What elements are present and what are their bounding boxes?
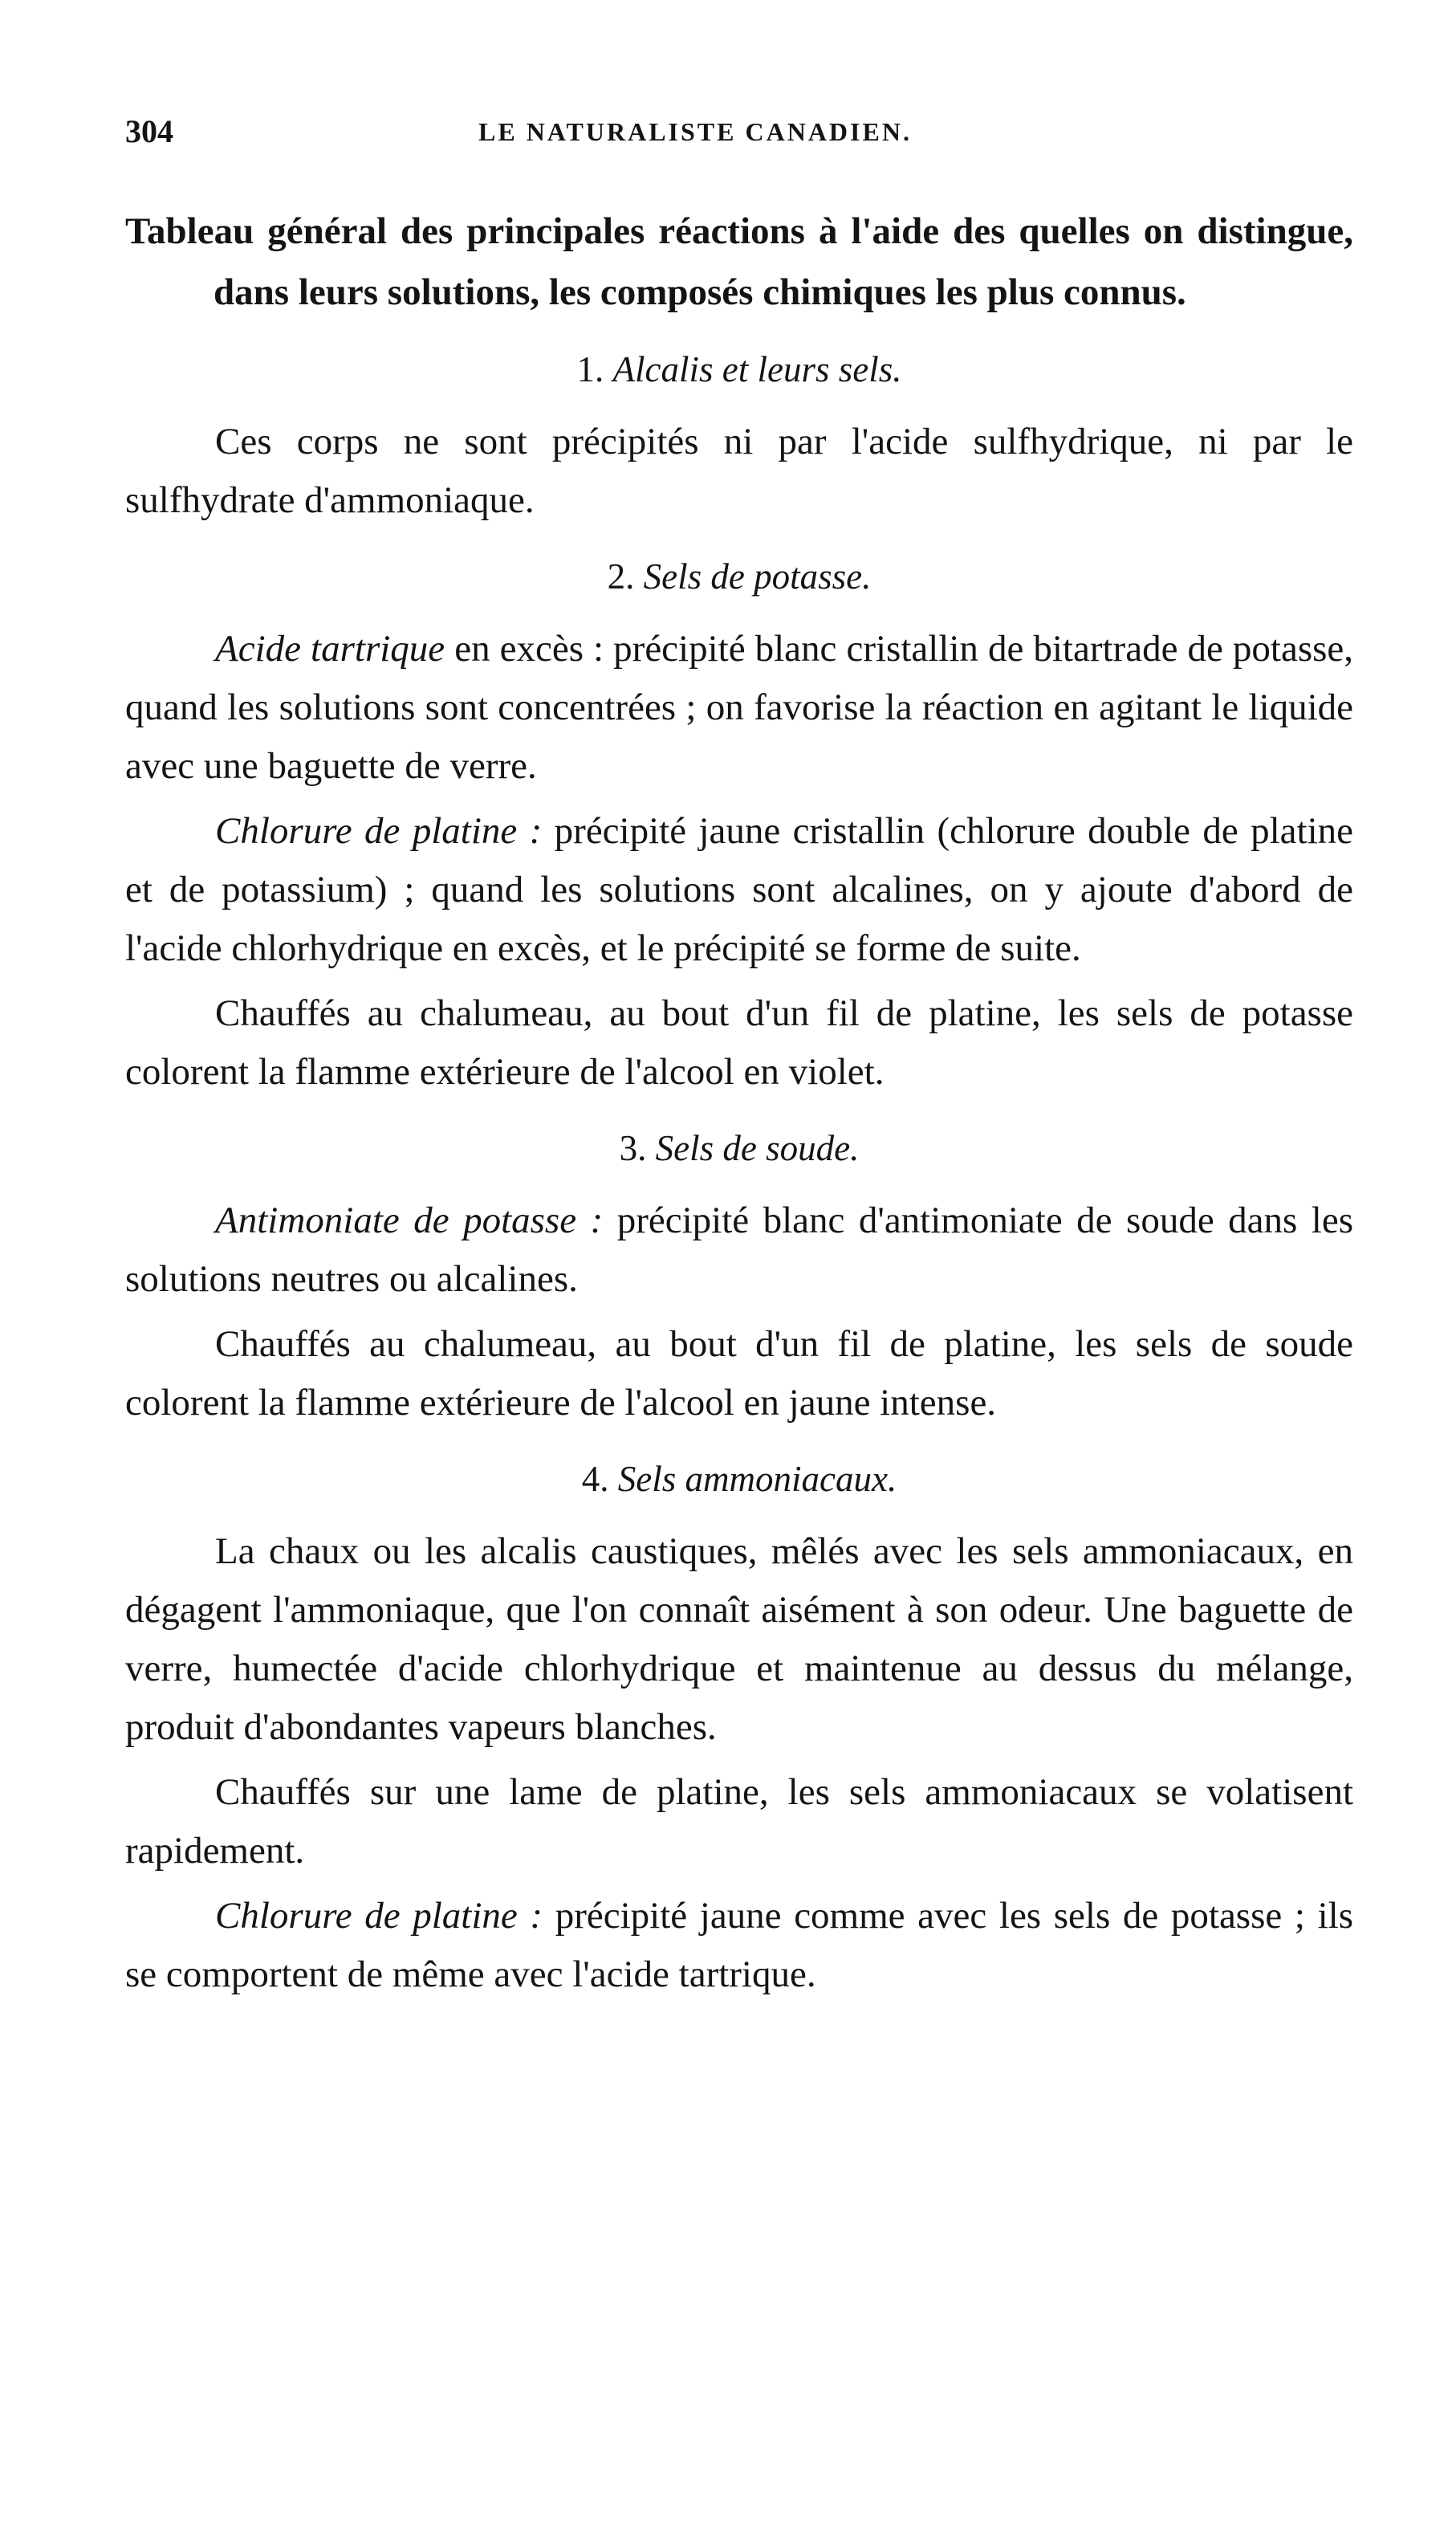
section-number: 2. [607, 556, 635, 597]
paragraph-lead: Chlorure de platine : [215, 1895, 543, 1937]
paragraph [125, 1315, 1353, 1432]
section-sels-de-soude [125, 1119, 1353, 1432]
page-header [125, 112, 1353, 161]
section-alcalis [125, 340, 1353, 530]
paragraph-text: en excès : précipité blanc cristallin de bitartrade de potasse, quand les solutions sont concentrées ; on favorise la réaction en agitant le liquide avec une baguette de verre. [125, 628, 1354, 787]
paragraph-lead: Acide tartrique [215, 628, 445, 670]
section-number: 1. [576, 349, 604, 389]
paragraph [125, 1192, 1353, 1309]
section-title: Alcalis et leurs sels. [612, 349, 902, 389]
paragraph-text: précipité jaune comme avec les sels de potasse ; ils se comportent de même avec l'acide tartrique. [125, 1895, 1353, 1995]
section-sels-ammoniacaux [125, 1450, 1353, 2004]
section-heading [125, 1119, 1353, 1177]
section-heading [125, 1450, 1353, 1508]
section-number: 4. [581, 1459, 609, 1499]
document-title: Tableau général des principales réactions à l'aide des quelles on distingue, dans leurs solutions, les composés chimiques les plus connus. [125, 210, 1353, 313]
paragraph [125, 984, 1353, 1102]
running-title: LE NATURALISTE CANADIEN. [478, 117, 912, 146]
section-heading [125, 340, 1353, 398]
paragraph [125, 620, 1353, 796]
paragraph [125, 413, 1353, 530]
paragraph-text: précipité blanc d'antimoniate de soude dans les solutions neutres ou alcalines. [125, 1200, 1354, 1300]
paragraph [125, 1522, 1353, 1757]
paragraph [125, 1763, 1353, 1880]
section-heading [125, 548, 1353, 605]
page-number: 304 [125, 113, 173, 149]
paragraph-lead: Chlorure de platine : [215, 810, 543, 852]
section-title: Sels de soude. [655, 1128, 860, 1168]
paragraph-text: La chaux ou les alcalis caustiques, mêlés avec les sels ammoniacaux, en dégagent l'ammoniaque, que l'on connaît aisément à son odeur. Une baguette de verre, humectée d'acide chlorhydrique et maintenue au dessus du mélange, produit d'abondantes vapeurs blanches. [125, 1530, 1353, 1748]
paragraph-text: Chauffés au chalumeau, au bout d'un fil de platine, les sels de potasse colorent la flamme extérieure de l'alcool en violet. [125, 992, 1353, 1093]
section-number: 3. [619, 1128, 647, 1168]
paragraph-text: Chauffés au chalumeau, au bout d'un fil de platine, les sels de soude colorent la flamme extérieure de l'alcool en jaune intense. [125, 1323, 1353, 1424]
paragraph-text: précipité jaune cristallin (chlorure double de platine et de potassium) ; quand les solutions sont alcalines, on y ajoute d'abord de l'acide chlorhydrique en excès, et le précipité se forme de suite. [125, 810, 1353, 969]
paragraph-text: Ces corps ne sont précipités ni par l'acide sulfhydrique, ni par le sulfhydrate d'ammoniaque. [125, 421, 1353, 521]
section-title: Sels de potasse. [643, 556, 872, 597]
paragraph [125, 1887, 1353, 2004]
section-sels-de-potasse [125, 548, 1353, 1102]
paragraph-lead: Antimoniate de potasse : [215, 1200, 604, 1241]
paragraph [125, 802, 1353, 978]
section-title: Sels ammoniacaux. [617, 1459, 897, 1499]
paragraph-text: Chauffés sur une lame de platine, les sels ammoniacaux se volatisent rapidement. [125, 1771, 1353, 1872]
document-page [125, 112, 1353, 2010]
